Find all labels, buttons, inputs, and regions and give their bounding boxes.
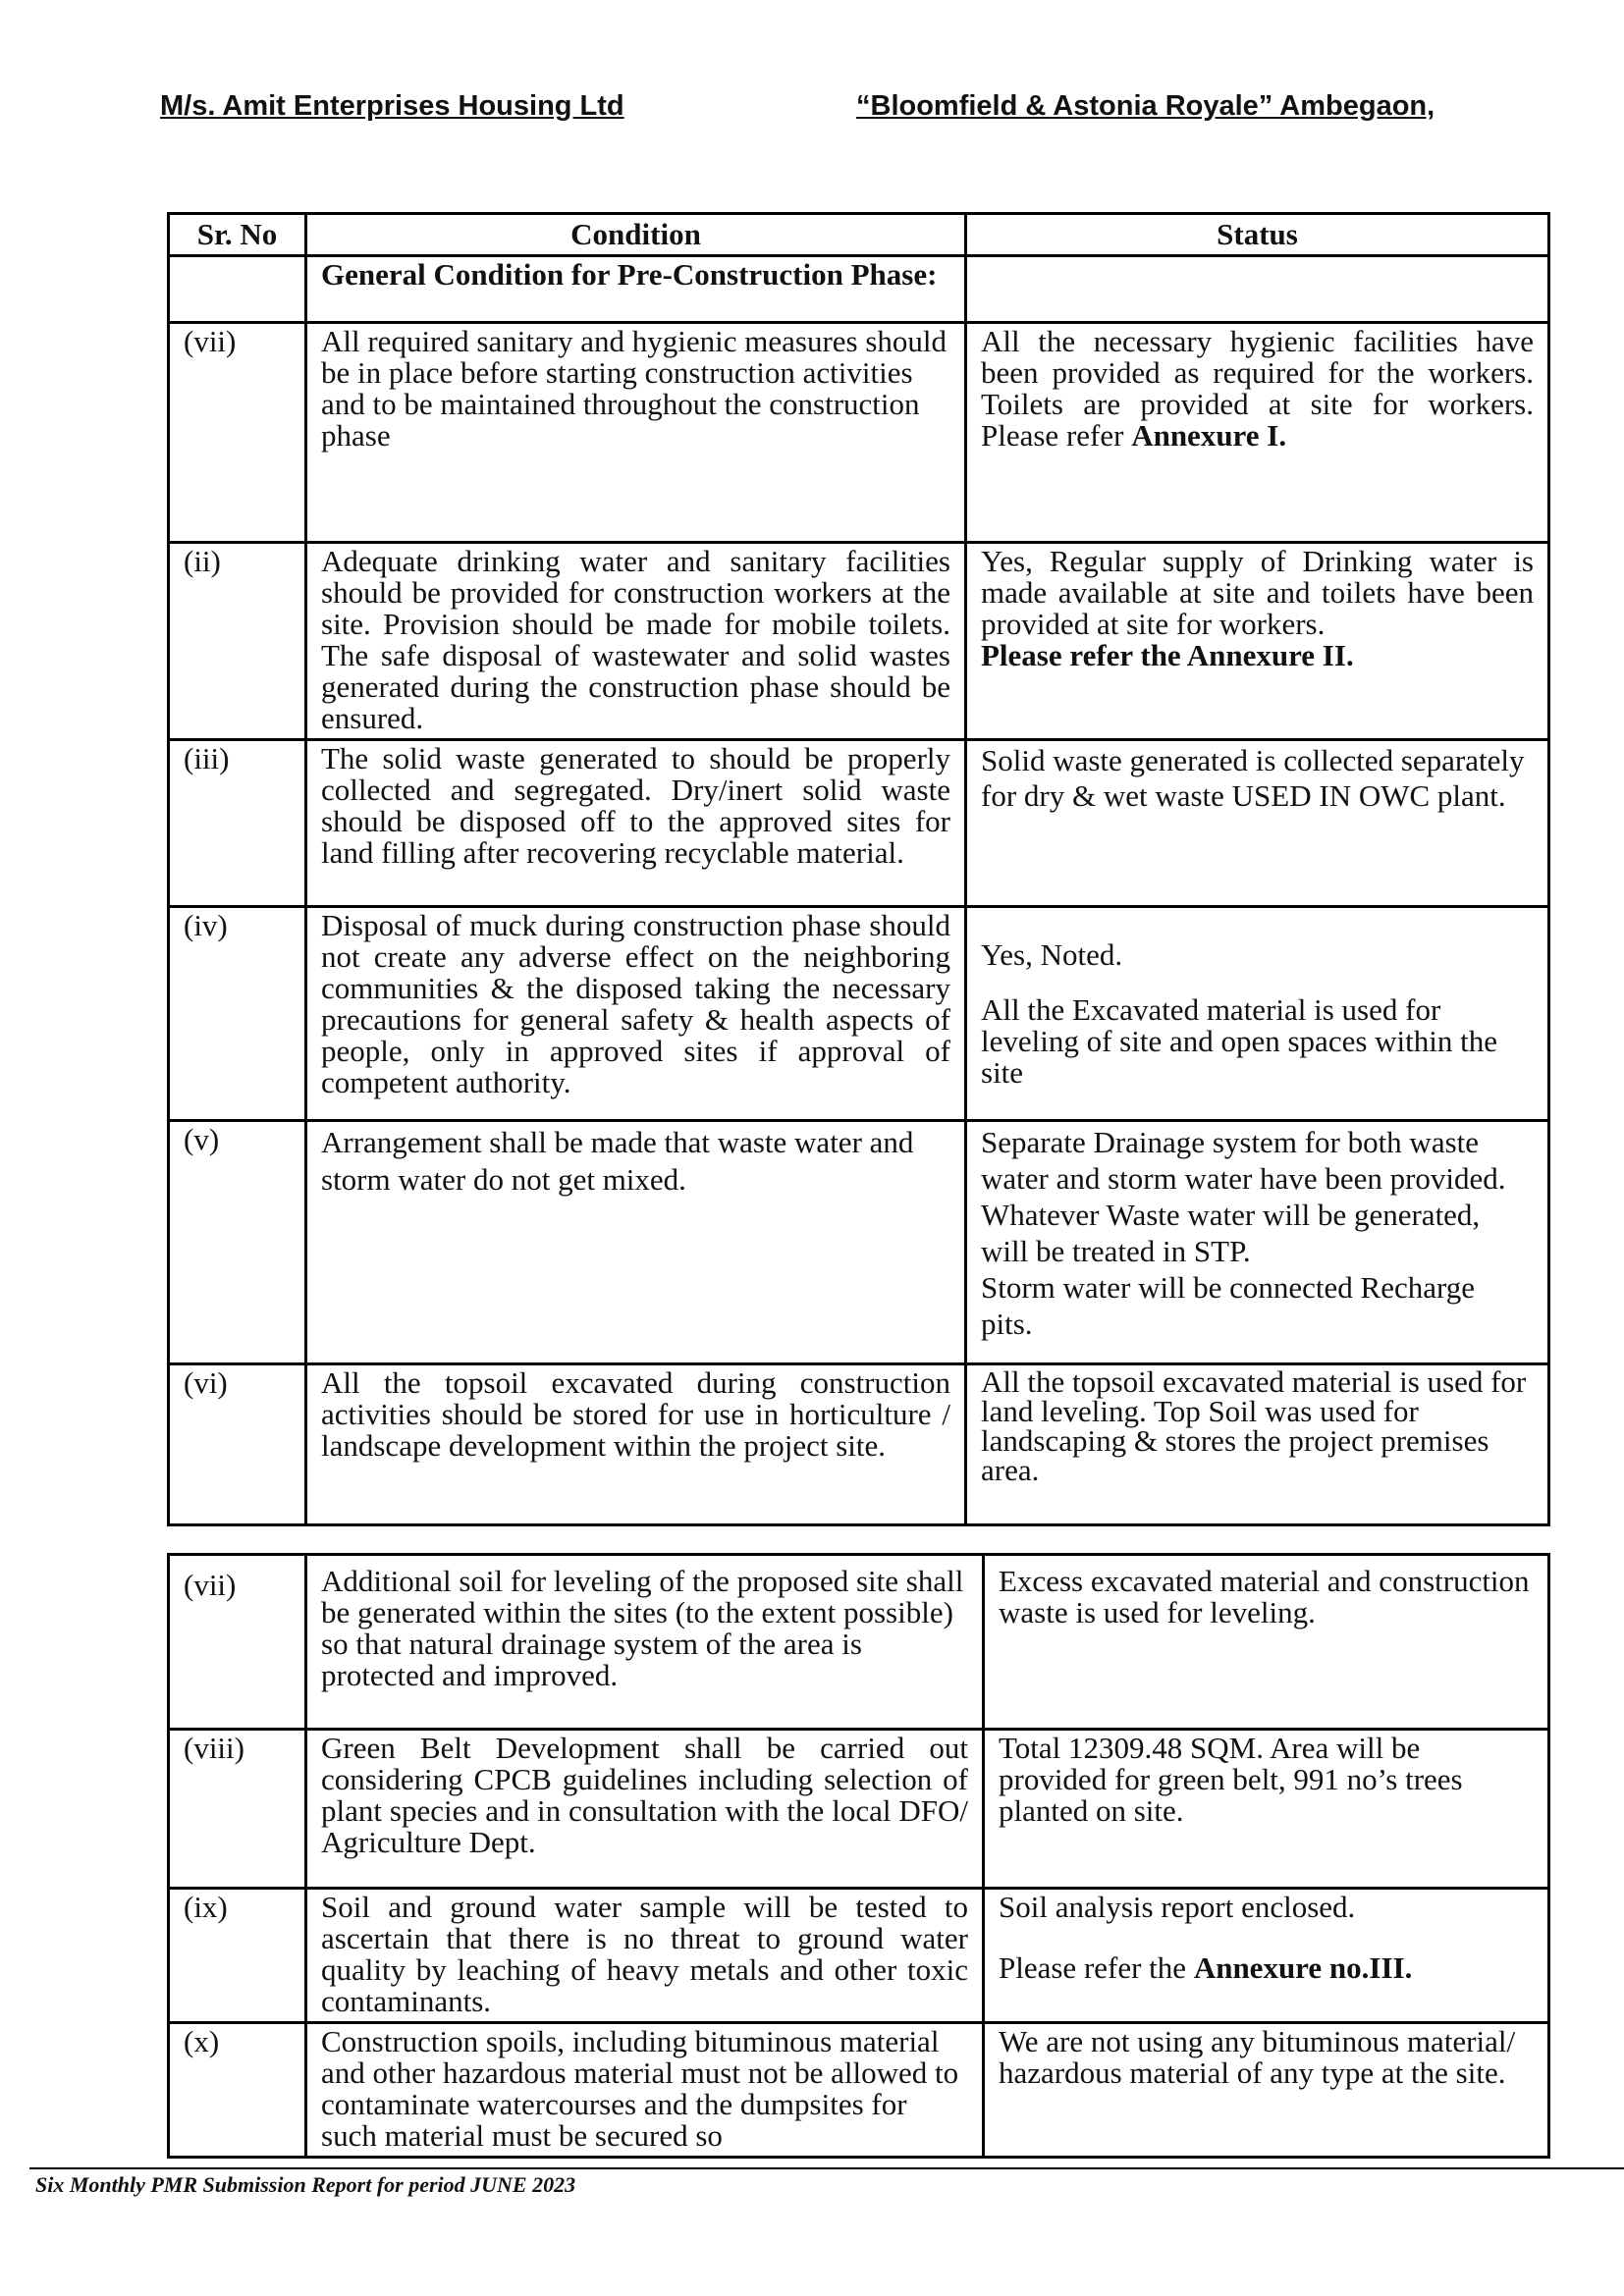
footer-divider [29,2167,1624,2169]
status-text: Yes, Noted. [981,937,1123,972]
table-cell [966,256,1549,323]
annexure-ref: Annexure I. [1131,418,1287,453]
status-text: All the necessary hygienic facilities have been provided as required for the workers. Toilets are provided at site for workers. Please refer [981,324,1534,453]
condition-cell: All required sanitary and hygienic measures should be in place before starting construction activities and to be maintained throughout the construction phase [306,323,966,543]
sr-no-cell: (v) [169,1121,306,1364]
condition-cell: Arrangement shall be made that waste water and storm water do not get mixed. [306,1121,966,1364]
conditions-table-1 [167,212,1550,1526]
status-text: Soil analysis report enclosed. [999,1890,1356,1924]
status-cell: Solid waste generated is collected separately for dry & wet waste USED IN OWC plant. [966,740,1549,907]
table-row [169,1555,1549,1730]
sr-no-header: Sr. No [169,214,306,256]
sr-no-cell: (vi) [169,1364,306,1525]
condition-cell: Green Belt Development shall be carried out considering CPCB guidelines including selection of plant species and in consultation with the local DFO/ Agriculture Dept. [306,1730,984,1889]
sr-no-cell: (ix) [169,1889,306,2023]
table-row [169,1121,1549,1364]
company-name: M/s. Amit Enterprises Housing Ltd [160,90,624,122]
project-name: “Bloomfield & Astonia Royale” Ambegaon, [856,90,1435,122]
section-title: General Condition for Pre-Construction Phase: [306,256,966,323]
table-row [169,1889,1549,2023]
annexure-ref: Annexure no.III. [1193,1950,1413,1985]
table-cell [169,256,306,323]
status-cell [966,1121,1549,1364]
status-cell: Excess excavated material and construction waste is used for leveling. [984,1555,1549,1730]
status-cell [966,543,1549,740]
condition-cell: Adequate drinking water and sanitary facilities should be provided for construction workers at the site. Provision should be made for mobile toilets. The safe disposal of wastewater and solid wastes generated during the construction phase should be ensured. [306,543,966,740]
status-text [999,1952,1534,1984]
condition-cell: Soil and ground water sample will be tested to ascertain that there is no threat to ground water quality by leaching of heavy metals and other toxic contaminants. [306,1889,984,2023]
condition-header: Condition [306,214,966,256]
condition-cell: All the topsoil excavated during construction activities should be stored for use in horticulture / landscape development within the project site. [306,1364,966,1525]
condition-cell: Additional soil for leveling of the proposed site shall be generated within the sites (to the extent possible) so that natural drainage system of the area is protected and improved. [306,1555,984,1730]
annexure-ref: Please refer the Annexure II. [981,638,1354,672]
status-text: Yes, Regular supply of Drinking water is made available at site and toilets have been provided at site for workers. [981,544,1534,641]
table-row [169,1730,1549,1889]
sr-no-cell: (iii) [169,740,306,907]
footer-text: Six Monthly PMR Submission Report for period JUNE 2023 [35,2172,576,2197]
table-row [169,907,1549,1121]
sr-no-cell: (x) [169,2023,306,2158]
table-row [169,323,1549,543]
status-line: Whatever Waste water will be generated, will be treated in STP. [981,1198,1481,1268]
condition-cell: The solid waste generated to should be properly collected and segregated. Dry/inert solid waste should be disposed off to the approved sites for land filling after recovering recyclable material. [306,740,966,907]
status-text: All the Excavated material is used for leveling of site and open spaces within the site [981,992,1498,1090]
section-row [169,256,1549,323]
sr-no-cell: (ii) [169,543,306,740]
table-row [169,740,1549,907]
status-cell [984,1889,1549,2023]
status-header: Status [966,214,1549,256]
conditions-table-2 [167,1553,1550,2159]
sr-no-cell: (iv) [169,907,306,1121]
sr-no-cell: (vii) [169,323,306,543]
status-line: Storm water will be connected Recharge pits. [981,1270,1475,1341]
status-cell: We are not using any bituminous material/ hazardous material of any type at the site. [984,2023,1549,2158]
table-row [169,1364,1549,1525]
condition-cell: Disposal of muck during construction phase should not create any adverse effect on the neighboring communities & the disposed taking the necessary precautions for general safety & health aspects of people, only in approved sites if approval of competent authority. [306,907,966,1121]
status-cell [966,323,1549,543]
status-cell [966,907,1549,1121]
sr-no-cell: (vii) [169,1555,306,1730]
status-line: Separate Drainage system for both waste water and storm water have been provided. [981,1125,1506,1196]
status-cell: Total 12309.48 SQM. Area will be provided for green belt, 991 no’s trees planted on site. [984,1730,1549,1889]
sr-no-cell: (viii) [169,1730,306,1889]
table-header-row [169,214,1549,256]
table-row [169,543,1549,740]
condition-cell: Construction spoils, including bituminous material and other hazardous material must not be allowed to contaminate watercourses and the dumpsites for such material must be secured so [306,2023,984,2158]
status-text: Please refer the [999,1950,1187,1985]
status-cell: All the topsoil excavated material is used for land leveling. Top Soil was used for landscaping & stores the project premises area. [966,1364,1549,1525]
table-row [169,2023,1549,2158]
